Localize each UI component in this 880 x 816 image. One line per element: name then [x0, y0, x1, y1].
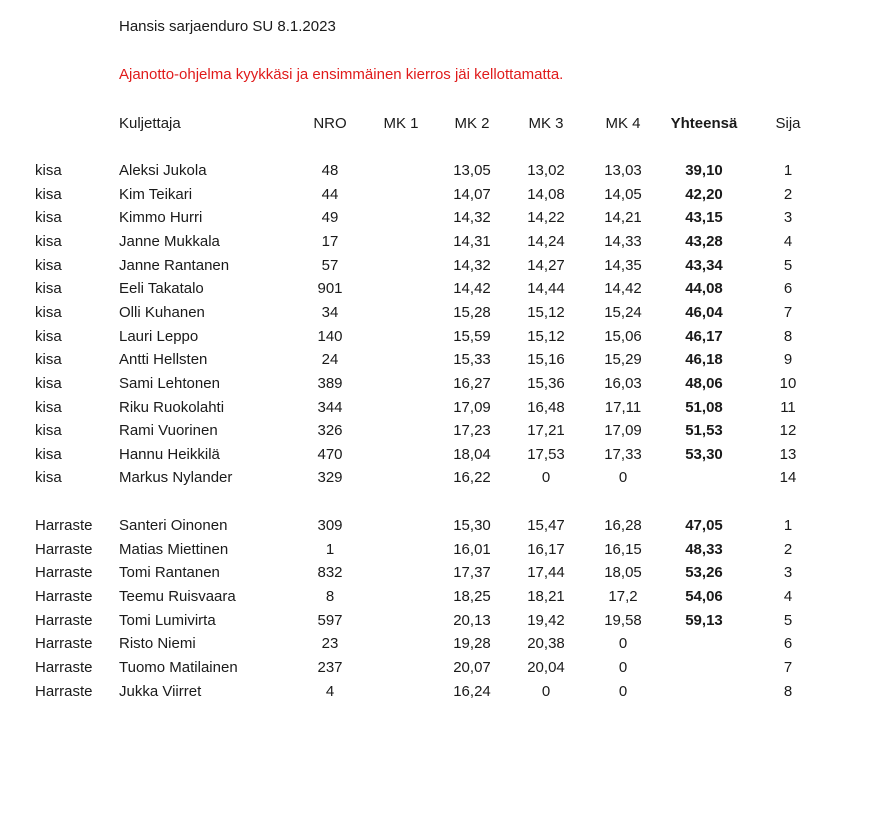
cell-name: Risto Niemi	[119, 635, 196, 653]
cell-mk3: 15,12	[527, 303, 565, 321]
table-row	[0, 562, 880, 584]
cell-name: Tuomo Matilainen	[119, 658, 238, 676]
table-row	[0, 255, 880, 277]
cell-cls: kisa	[35, 209, 62, 227]
cell-mk2: 16,01	[453, 540, 491, 558]
cell-total: 44,08	[685, 280, 723, 298]
cell-mk4: 0	[618, 635, 628, 653]
table-row	[0, 160, 880, 182]
cell-name: Aleksi Jukola	[119, 162, 207, 179]
cell-mk3: 16,17	[527, 540, 565, 558]
cell-mk2: 20,07	[453, 658, 491, 676]
cell-rank: 4	[783, 232, 793, 250]
cell-name: Kim Teikari	[119, 185, 193, 203]
cell-nro: 1	[325, 540, 335, 558]
header-rank: Sija	[775, 115, 801, 132]
cell-total: 54,06	[685, 587, 723, 605]
cell-mk4: 0	[618, 682, 628, 700]
cell-total: 59,13	[685, 611, 723, 629]
cell-nro: 17	[321, 232, 339, 250]
cell-nro: 309	[317, 517, 343, 534]
cell-total: 53,26	[685, 564, 723, 582]
cell-cls: kisa	[35, 256, 62, 274]
cell-nro: 44	[321, 185, 339, 203]
cell-mk2: 16,27	[453, 374, 491, 392]
cell-cls: Harraste	[35, 587, 93, 605]
cell-nro: 344	[317, 398, 343, 416]
cell-name: Rami Vuorinen	[119, 422, 218, 440]
cell-mk2: 19,28	[453, 635, 491, 653]
cell-mk4: 18,05	[604, 564, 642, 582]
cell-name: Kimmo Hurri	[119, 209, 203, 227]
cell-mk3: 14,22	[527, 209, 565, 227]
cell-cls: Harraste	[35, 658, 93, 676]
cell-mk4: 15,24	[604, 303, 642, 321]
header-mk4: MK 4	[605, 115, 641, 132]
cell-name: Sami Lehtonen	[119, 374, 220, 392]
cell-total: 46,17	[685, 327, 723, 345]
table-row	[0, 610, 880, 632]
table-row	[0, 397, 880, 419]
cell-total: 48,06	[685, 374, 723, 392]
header-driver: Kuljettaja	[119, 115, 181, 132]
cell-mk2: 13,05	[453, 162, 491, 179]
cell-name: Teemu Ruisvaara	[119, 587, 236, 605]
cell-cls: kisa	[35, 185, 62, 203]
cell-cls: kisa	[35, 327, 62, 345]
table-row	[0, 349, 880, 371]
cell-nro: 237	[317, 658, 343, 676]
header-mk3: MK 3	[528, 115, 564, 132]
cell-cls: kisa	[35, 162, 62, 179]
cell-rank: 13	[779, 445, 797, 463]
cell-mk2: 14,42	[453, 280, 491, 298]
cell-nro: 4	[325, 682, 335, 700]
cell-mk4: 13,03	[604, 162, 642, 179]
cell-mk3: 15,36	[527, 374, 565, 392]
cell-mk3: 14,27	[527, 256, 565, 274]
cell-rank: 2	[783, 185, 793, 203]
cell-cls: Harraste	[35, 682, 93, 700]
cell-total: 46,04	[685, 303, 723, 321]
cell-name: Janne Rantanen	[119, 256, 230, 274]
cell-mk4: 19,58	[604, 611, 642, 629]
header-mk1: MK 1	[383, 115, 419, 132]
cell-nro: 597	[317, 611, 343, 629]
cell-rank: 9	[783, 351, 793, 369]
cell-mk2: 15,30	[453, 517, 491, 534]
cell-rank: 3	[783, 209, 793, 227]
cell-total: 43,28	[685, 232, 723, 250]
cell-mk2: 15,33	[453, 351, 491, 369]
cell-total: 51,08	[685, 398, 723, 416]
page-title: Hansis sarjaenduro SU 8.1.2023	[119, 18, 336, 35]
table-row	[0, 586, 880, 608]
cell-rank: 4	[783, 587, 793, 605]
cell-cls: Harraste	[35, 611, 93, 629]
cell-cls: Harraste	[35, 517, 93, 534]
cell-mk3: 18,21	[527, 587, 565, 605]
cell-name: Antti Hellsten	[119, 351, 208, 369]
cell-cls: kisa	[35, 374, 62, 392]
cell-name: Tomi Rantanen	[119, 564, 220, 582]
cell-nro: 901	[317, 280, 343, 298]
cell-mk3: 14,24	[527, 232, 565, 250]
cell-total: 53,30	[685, 445, 723, 463]
table-row	[0, 515, 880, 537]
cell-rank: 11	[780, 398, 796, 416]
table-row	[0, 302, 880, 324]
cell-cls: Harraste	[35, 564, 93, 582]
cell-cls: kisa	[35, 303, 62, 321]
cell-total: 43,34	[685, 256, 723, 274]
cell-mk2: 17,37	[453, 564, 491, 582]
cell-mk2: 16,22	[453, 469, 491, 487]
cell-nro: 57	[321, 256, 339, 274]
cell-name: Riku Ruokolahti	[119, 398, 225, 416]
cell-nro: 832	[317, 564, 343, 582]
cell-mk2: 18,25	[453, 587, 491, 605]
cell-rank: 7	[783, 658, 793, 676]
cell-mk4: 15,06	[604, 327, 642, 345]
table-row	[0, 633, 880, 655]
cell-name: Eeli Takatalo	[119, 280, 204, 298]
cell-name: Hannu Heikkilä	[119, 445, 220, 463]
cell-name: Lauri Leppo	[119, 327, 199, 345]
cell-nro: 470	[317, 445, 343, 463]
cell-rank: 6	[783, 280, 793, 298]
cell-mk2: 15,28	[453, 303, 491, 321]
cell-total: 46,18	[685, 351, 723, 369]
cell-total: 43,15	[685, 209, 723, 227]
cell-mk2: 14,07	[453, 185, 491, 203]
cell-mk4: 0	[618, 469, 628, 487]
cell-mk3: 16,48	[527, 398, 565, 416]
cell-total: 47,05	[685, 517, 723, 534]
cell-cls: kisa	[35, 422, 62, 440]
cell-mk2: 17,23	[453, 422, 491, 440]
table-row	[0, 657, 880, 679]
cell-rank: 6	[783, 635, 793, 653]
cell-mk3: 15,12	[527, 327, 565, 345]
cell-mk2: 18,04	[453, 445, 491, 463]
cell-mk4: 14,35	[604, 256, 642, 274]
table-row	[0, 467, 880, 489]
cell-name: Matias Miettinen	[119, 540, 229, 558]
cell-mk4: 17,09	[604, 422, 642, 440]
cell-rank: 12	[779, 422, 797, 440]
cell-nro: 23	[321, 635, 339, 653]
cell-mk2: 17,09	[453, 398, 491, 416]
cell-cls: kisa	[35, 280, 62, 298]
cell-mk4: 14,05	[604, 185, 642, 203]
cell-rank: 10	[779, 374, 797, 392]
cell-rank: 1	[783, 162, 793, 179]
table-row	[0, 207, 880, 229]
table-row	[0, 326, 880, 348]
cell-cls: kisa	[35, 351, 62, 369]
header-mk2: MK 2	[454, 115, 490, 132]
cell-name: Santeri Oinonen	[119, 517, 228, 534]
cell-mk4: 14,33	[604, 232, 642, 250]
cell-mk3: 0	[541, 469, 551, 487]
cell-mk4: 15,29	[604, 351, 642, 369]
table-row	[0, 681, 880, 703]
cell-total: 42,20	[685, 185, 723, 203]
cell-nro: 49	[321, 209, 339, 227]
cell-nro: 34	[321, 303, 339, 321]
cell-rank: 14	[779, 469, 797, 487]
cell-mk2: 20,13	[453, 611, 491, 629]
cell-nro: 8	[325, 587, 335, 605]
cell-mk3: 20,04	[527, 658, 565, 676]
cell-name: Olli Kuhanen	[119, 303, 205, 321]
cell-mk3: 15,47	[527, 517, 565, 534]
table-row	[0, 420, 880, 442]
cell-nro: 48	[321, 162, 339, 179]
table-row	[0, 539, 880, 561]
cell-mk3: 14,08	[527, 185, 565, 203]
cell-cls: kisa	[35, 445, 62, 463]
cell-total: 39,10	[685, 162, 723, 179]
cell-mk4: 17,11	[604, 398, 642, 416]
header-nro: NRO	[313, 115, 347, 132]
cell-mk4: 16,03	[604, 374, 642, 392]
cell-mk3: 14,44	[527, 280, 565, 298]
cell-name: Jukka Viirret	[119, 682, 202, 700]
cell-rank: 3	[783, 564, 793, 582]
cell-nro: 326	[317, 422, 343, 440]
cell-mk3: 17,53	[527, 445, 565, 463]
cell-name: Markus Nylander	[119, 469, 233, 487]
table-row	[0, 184, 880, 206]
cell-mk3: 0	[541, 682, 551, 700]
warning-note: Ajanotto-ohjelma kyykkäsi ja ensimmäinen kierros jäi kellottamatta.	[119, 66, 564, 83]
cell-mk3: 17,21	[527, 422, 565, 440]
table-row	[0, 373, 880, 395]
cell-rank: 5	[783, 611, 793, 629]
header-total: Yhteensä	[670, 115, 738, 132]
cell-name: Tomi Lumivirta	[119, 611, 216, 629]
cell-mk2: 16,24	[453, 682, 491, 700]
cell-nro: 329	[317, 469, 343, 487]
cell-mk4: 0	[618, 658, 628, 676]
cell-cls: kisa	[35, 469, 62, 487]
cell-mk4: 14,42	[604, 280, 642, 298]
cell-mk2: 14,32	[453, 256, 491, 274]
cell-mk4: 14,21	[604, 209, 642, 227]
cell-mk4: 16,28	[604, 517, 642, 534]
cell-rank: 7	[783, 303, 793, 321]
cell-mk3: 19,42	[527, 611, 565, 629]
cell-nro: 389	[317, 374, 343, 392]
cell-mk4: 17,2	[608, 587, 638, 605]
cell-mk2: 14,31	[453, 232, 491, 250]
cell-total: 48,33	[685, 540, 723, 558]
table-header	[0, 113, 880, 135]
cell-cls: kisa	[35, 232, 62, 250]
cell-nro: 24	[321, 351, 339, 369]
cell-rank: 8	[783, 682, 793, 700]
cell-cls: Harraste	[35, 635, 93, 653]
cell-total: 51,53	[685, 422, 723, 440]
cell-cls: Harraste	[35, 540, 93, 558]
cell-rank: 2	[783, 540, 793, 558]
cell-cls: kisa	[35, 398, 62, 416]
cell-name: Janne Mukkala	[119, 232, 220, 250]
cell-mk4: 17,33	[604, 445, 642, 463]
cell-rank: 8	[783, 327, 793, 345]
table-row	[0, 278, 880, 300]
cell-mk3: 17,44	[527, 564, 565, 582]
cell-mk2: 15,59	[453, 327, 491, 345]
table-row	[0, 231, 880, 253]
table-row	[0, 444, 880, 466]
cell-mk3: 15,16	[527, 351, 565, 369]
cell-nro: 140	[317, 327, 343, 345]
cell-mk3: 13,02	[527, 162, 565, 179]
cell-rank: 5	[783, 256, 793, 274]
cell-mk2: 14,32	[453, 209, 491, 227]
cell-mk3: 20,38	[527, 635, 565, 653]
cell-mk4: 16,15	[604, 540, 642, 558]
cell-rank: 1	[783, 517, 793, 534]
